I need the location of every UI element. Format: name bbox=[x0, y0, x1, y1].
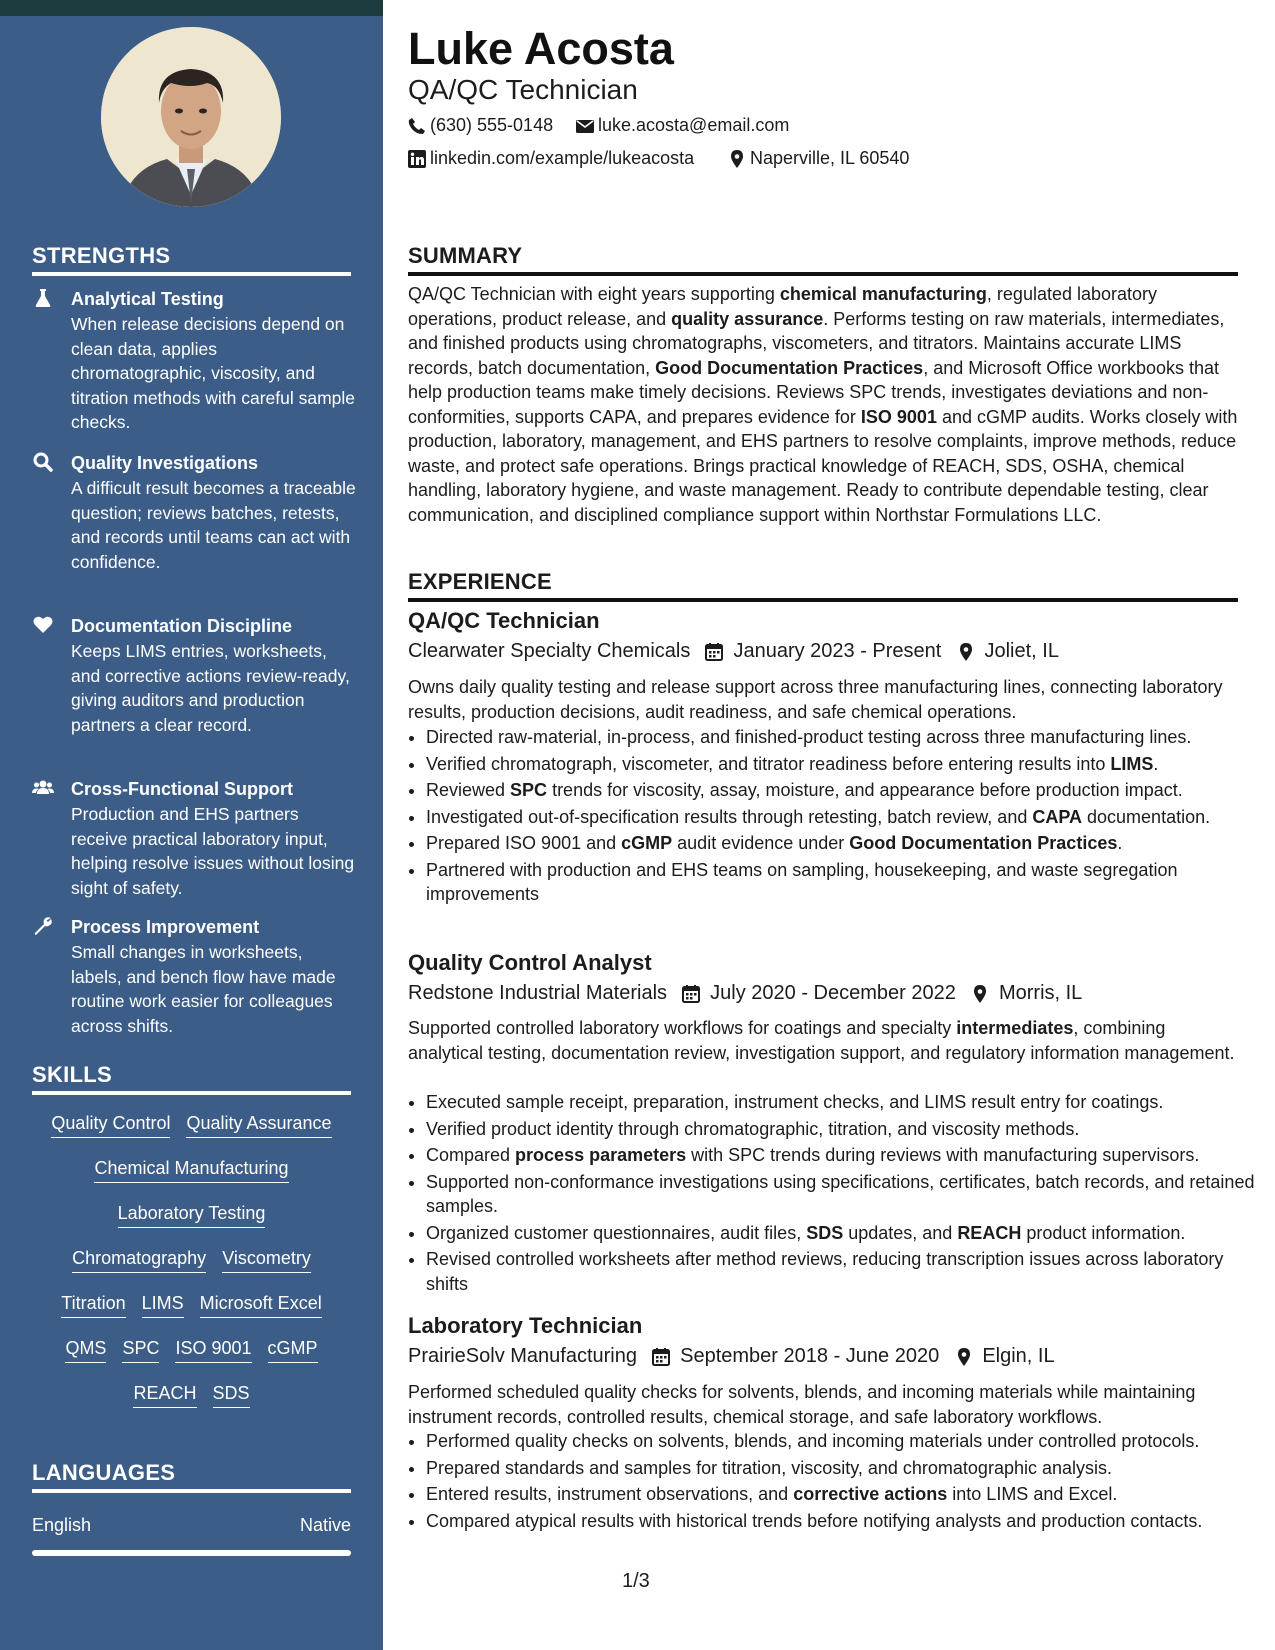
job-company: Clearwater Specialty Chemicals bbox=[408, 640, 691, 663]
candidate-name: Luke Acosta bbox=[408, 23, 674, 74]
summary-text: QA/QC Technician with eight years supporting chemical manufacturing, regulated laboratory operations, product release, and quality assurance. Performs testing on raw materials, intermediates, and finished products using chromatographs, viscometers, and titrators. Maintains accurate LIMS records, batch documentation, Good Documentation Practices, and Microsoft Office workbooks that help production teams make timely decisions. Reviews SPC trends, investigates deviations and non-conformities, supports CAPA, and prepares evidence for ISO 9001 and cGMP audits. Works closely with production, laboratory, management, and EHS partners to resolve complaints, improve methods, reduce waste, and protect safe operations. Brings practical knowledge of REACH, SDS, OSHA, chemical handling, laboratory hygiene, and waste management. Ready to contribute dependable testing, clear communication, and disciplined compliance support within Northstar Formulations LLC. bbox=[408, 284, 1238, 525]
location-text: Naperville, IL 60540 bbox=[750, 148, 910, 168]
strength-title: Analytical Testing bbox=[71, 289, 224, 309]
job-dates: July 2020 - December 2022 bbox=[710, 982, 956, 1005]
job-bullets bbox=[408, 1090, 1256, 1298]
map-pin-icon bbox=[957, 642, 975, 662]
job-bullet: • Investigated out-of-specification results through retesting, batch review, and CAPA documentation. bbox=[426, 805, 1256, 830]
skill-tag: Quality Control bbox=[51, 1112, 170, 1138]
job-title: Quality Control Analyst bbox=[408, 950, 652, 975]
strength-description: Production and EHS partners receive practical laboratory input, helping resolve issues without losing sight of safety. bbox=[71, 804, 355, 898]
job-bullet: • Reviewed SPC trends for viscosity, assay, moisture, and appearance before production impact. bbox=[426, 778, 1256, 803]
skill-tag: SDS bbox=[213, 1382, 250, 1408]
phone-icon bbox=[408, 117, 426, 135]
job-company: Redstone Industrial Materials bbox=[408, 982, 668, 1005]
page-number: 1/3 bbox=[622, 1570, 650, 1592]
job-title: QA/QC Technician bbox=[408, 608, 600, 633]
language-name: English bbox=[32, 1515, 92, 1535]
job-location: Elgin, IL bbox=[982, 1345, 1055, 1368]
phone-text: (630) 555-0148 bbox=[430, 115, 554, 135]
strength-title: Quality Investigations bbox=[71, 453, 259, 473]
experience-heading: EXPERIENCE bbox=[408, 569, 1238, 602]
candidate-title: QA/QC Technician bbox=[408, 74, 638, 105]
map-pin-icon bbox=[971, 984, 989, 1004]
job-bullet: • Organized customer questionnaires, audit files, SDS updates, and REACH product information. bbox=[426, 1221, 1256, 1246]
job-company: PrairieSolv Manufacturing bbox=[408, 1345, 637, 1368]
job-bullet: • Prepared standards and samples for titration, viscosity, and chromatographic analysis. bbox=[426, 1456, 1256, 1481]
job-bullet: • Supported non-conformance investigations using specifications, certificates, batch records, and retained samples. bbox=[426, 1170, 1256, 1219]
skill-tag: Viscometry bbox=[222, 1247, 311, 1273]
job-bullet: • Performed quality checks on solvents, blends, and incoming materials under controlled protocols. bbox=[426, 1429, 1256, 1454]
strength-title: Documentation Discipline bbox=[71, 616, 293, 636]
job-bullet: • Compared process parameters with SPC trends during reviews with manufacturing supervisors. bbox=[426, 1143, 1256, 1168]
job-bullet: • Compared atypical results with historical trends before notifying analysts and production contacts. bbox=[426, 1509, 1256, 1534]
users-icon bbox=[32, 777, 54, 799]
skill-tag: LIMS bbox=[142, 1292, 184, 1318]
heart-icon bbox=[32, 614, 54, 636]
strength-description: Keeps LIMS entries, worksheets, and corrective actions review-ready, giving auditors and production partners a clear record. bbox=[71, 641, 350, 735]
job-bullet: • Entered results, instrument observations, and corrective actions into LIMS and Excel. bbox=[426, 1482, 1256, 1507]
language-level: Native bbox=[299, 1515, 351, 1535]
job-bullet: • Partnered with production and EHS teams on sampling, housekeeping, and waste segregation improvements bbox=[426, 858, 1256, 907]
top-band bbox=[0, 0, 383, 16]
languages-heading: LANGUAGES bbox=[32, 1460, 351, 1493]
sidebar bbox=[0, 0, 383, 1650]
job-title: Laboratory Technician bbox=[408, 1313, 643, 1338]
job-intro: Owns daily quality testing and release support across three manufacturing lines, connecting laboratory results, production decisions, audit readiness, and safe chemical operations. bbox=[408, 677, 1223, 722]
skills-row bbox=[32, 1382, 351, 1408]
job-bullet: • Verified chromatograph, viscometer, and titrator readiness before entering results into LIMS. bbox=[426, 752, 1256, 777]
skills-row bbox=[32, 1247, 351, 1273]
email-text: luke.acosta@email.com bbox=[598, 115, 790, 135]
skills-row bbox=[32, 1292, 351, 1318]
strength-description: A difficult result becomes a traceable question; reviews batches, retests, and records until teams can act with confidence. bbox=[71, 478, 356, 572]
envelope-icon bbox=[576, 117, 594, 135]
job-meta bbox=[408, 982, 1082, 1008]
job-bullet: • Prepared ISO 9001 and cGMP audit evidence under Good Documentation Practices. bbox=[426, 831, 1256, 856]
job-location: Joliet, IL bbox=[984, 640, 1059, 663]
search-icon bbox=[32, 451, 54, 473]
skills-row bbox=[32, 1337, 351, 1363]
profile-photo bbox=[101, 27, 281, 207]
job-location: Morris, IL bbox=[998, 982, 1083, 1005]
skills-row bbox=[32, 1157, 351, 1183]
skill-tag: Titration bbox=[61, 1292, 125, 1318]
flask-icon bbox=[32, 287, 54, 309]
skill-tag: Laboratory Testing bbox=[118, 1202, 266, 1228]
skills-row bbox=[32, 1112, 351, 1138]
skill-tag: SPC bbox=[122, 1337, 159, 1363]
skills-row bbox=[32, 1202, 351, 1228]
job-bullet: • Directed raw-material, in-process, and finished-product testing across three manufacturing lines. bbox=[426, 725, 1256, 750]
job-meta bbox=[408, 1345, 1055, 1371]
calendar-icon bbox=[651, 1347, 671, 1367]
skill-tag: REACH bbox=[133, 1382, 196, 1408]
strengths-heading: STRENGTHS bbox=[32, 243, 351, 276]
job-bullet: • Verified product identity through chromatographic, titration, and viscosity methods. bbox=[426, 1117, 1256, 1142]
language-item bbox=[32, 1515, 351, 1536]
map-pin-icon bbox=[955, 1347, 973, 1367]
linkedin-text: linkedin.com/example/lukeacosta bbox=[430, 148, 695, 168]
skill-tag: ISO 9001 bbox=[175, 1337, 251, 1363]
skill-tag: Chemical Manufacturing bbox=[94, 1157, 288, 1183]
job-meta bbox=[408, 640, 1059, 666]
wrench-icon bbox=[32, 915, 54, 937]
strength-description: Small changes in worksheets, labels, and bench flow have made routine work easier for colleagues across shifts. bbox=[71, 942, 336, 1036]
skill-tag: QMS bbox=[65, 1337, 106, 1363]
skill-tag: Quality Assurance bbox=[186, 1112, 331, 1138]
calendar-icon bbox=[704, 642, 724, 662]
job-intro: Performed scheduled quality checks for solvents, blends, and incoming materials while maintaining instrument records, controlled results, chemical storage, and safe laboratory workflows. bbox=[408, 1382, 1196, 1427]
map-pin-icon bbox=[728, 150, 746, 168]
job-bullets bbox=[408, 1429, 1256, 1535]
job-dates: January 2023 - Present bbox=[733, 640, 942, 663]
language-proficiency-bar bbox=[32, 1550, 351, 1556]
job-intro: Supported controlled laboratory workflows for coatings and specialty intermediates, combining analytical testing, documentation review, investigation support, and regulatory information management. bbox=[408, 1018, 1235, 1063]
job-bullet: • Revised controlled worksheets after method reviews, reducing transcription issues across laboratory shifts bbox=[426, 1247, 1256, 1296]
skills-heading: SKILLS bbox=[32, 1062, 351, 1095]
strength-title: Process Improvement bbox=[71, 917, 260, 937]
summary-heading: SUMMARY bbox=[408, 243, 1238, 276]
job-dates: September 2018 - June 2020 bbox=[680, 1345, 940, 1368]
job-bullets bbox=[408, 725, 1256, 909]
strength-description: When release decisions depend on clean data, applies chromatographic, viscosity, and titration methods with careful sample checks. bbox=[71, 314, 356, 432]
skill-tag: Microsoft Excel bbox=[200, 1292, 322, 1318]
skill-tag: cGMP bbox=[268, 1337, 318, 1363]
skill-tag: Chromatography bbox=[72, 1247, 206, 1273]
linkedin-icon bbox=[408, 150, 426, 168]
strength-title: Cross-Functional Support bbox=[71, 779, 293, 799]
calendar-icon bbox=[681, 984, 701, 1004]
job-bullet: • Executed sample receipt, preparation, instrument checks, and LIMS result entry for coatings. bbox=[426, 1090, 1256, 1115]
